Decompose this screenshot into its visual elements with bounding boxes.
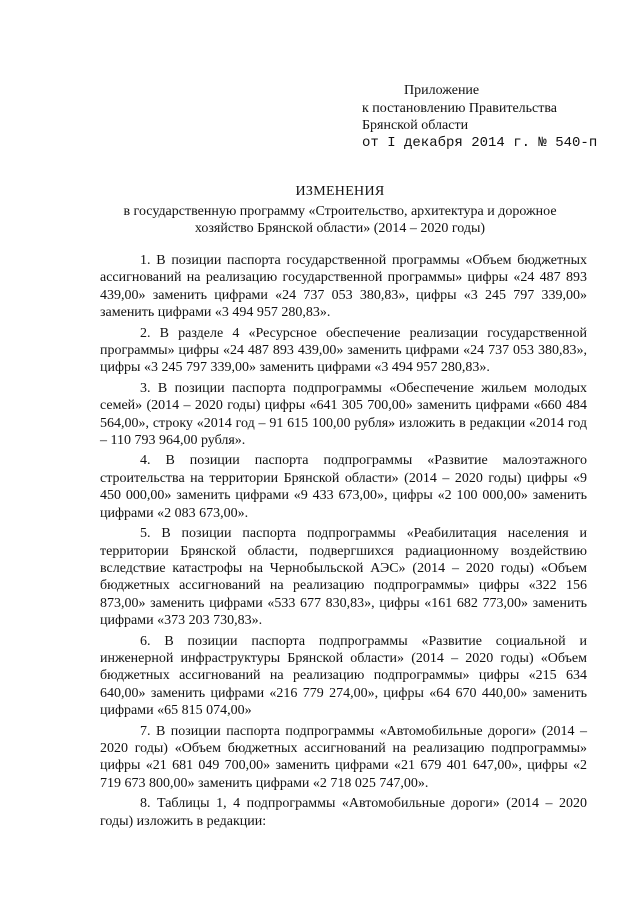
paragraph-8: 8. Таблицы 1, 4 подпрограммы «Автомобильные дороги» (2014 – 2020 годы) изложить в редакции:	[100, 796, 587, 829]
document-title	[100, 183, 580, 238]
appendix-decree-line: к постановлению Правительства	[362, 100, 558, 116]
appendix-header	[362, 82, 597, 152]
paragraph-2: 2. В разделе 4 «Ресурсное обеспечение реализации государственной программы» цифры «24 487 893 439,00» заменить цифрами «24 737 053 380,83», цифры «3 245 797 339,00» заменить цифрами «3 494 957 280,83».	[100, 325, 587, 376]
paragraph-3: 3. В позиции паспорта подпрограммы «Обеспечение жильем молодых семей» (2014 – 2020 годы) цифры «641 305 700,00» заменить цифрами «660 484 564,00», строку «2014 год – 91 615 100,00 рубля» изложить в редакции «2014 год – 110 793 964,00 рубля».	[100, 380, 587, 449]
title-line-1: в государственную программу «Строительство, архитектура и дорожное	[123, 203, 557, 219]
title-line-2: хозяйство Брянской области» (2014 – 2020 годы)	[194, 221, 486, 236]
paragraph-5: 5. В позиции паспорта подпрограммы «Реабилитация населения и территории Брянской области, подвергшихся радиационному воздействию вследствие катастрофы на Чернобыльской АЭС» (2014 – 2020 годы) «Объем бюджетных ассигнований на реализацию подпрограммы» цифры «322 156 873,00» заменить цифрами «533 677 830,83», цифры «161 682 773,00» заменить цифрами «373 203 730,83».	[100, 526, 587, 629]
paragraph-6: 6. В позиции паспорта подпрограммы «Развитие социальной и инженерной инфраструктуры Брянской области» (2014 – 2020 годы) «Объем бюджетных ассигнований на реализацию подпрограммы» цифры «215 634 640,00» заменить цифрами «216 779 274,00», цифры «64 670 440,00» заменить цифрами «65 815 074,00»	[100, 633, 587, 719]
appendix-region-line: Брянской области	[362, 118, 469, 133]
appendix-label: Приложение	[404, 83, 480, 98]
paragraph-4: 4. В позиции паспорта подпрограммы «Развитие малоэтажного строительства на территории Брянской области» (2014 – 2020 годы) цифры «9 450 000,00» заменить цифрами «9 433 673,00», цифры «2 100 000,00» заменить цифрами «2 083 673,00».	[100, 453, 587, 521]
title-heading: ИЗМЕНЕНИЯ	[295, 184, 385, 199]
appendix-date-number: от I декабря 2014 г. № 540-п	[362, 134, 598, 151]
paragraph-1: 1. В позиции паспорта государственной программы «Объем бюджетных ассигнований на реализацию государственной программы» цифры «24 487 893 439,00» заменить цифрами «24 737 053 380,83», цифры «3 245 797 339,00» заменить цифрами «3 494 957 280,83».	[100, 253, 587, 321]
paragraph-7: 7. В позиции паспорта подпрограммы «Автомобильные дороги» (2014 – 2020 годы) «Объем бюджетных ассигнований на реализацию подпрограммы» цифры «21 681 049 700,00» заменить цифрами «21 679 401 647,00», цифры «2 719 673 800,00» заменить цифрами «2 718 025 747,00».	[100, 723, 587, 791]
document-body	[100, 252, 587, 833]
